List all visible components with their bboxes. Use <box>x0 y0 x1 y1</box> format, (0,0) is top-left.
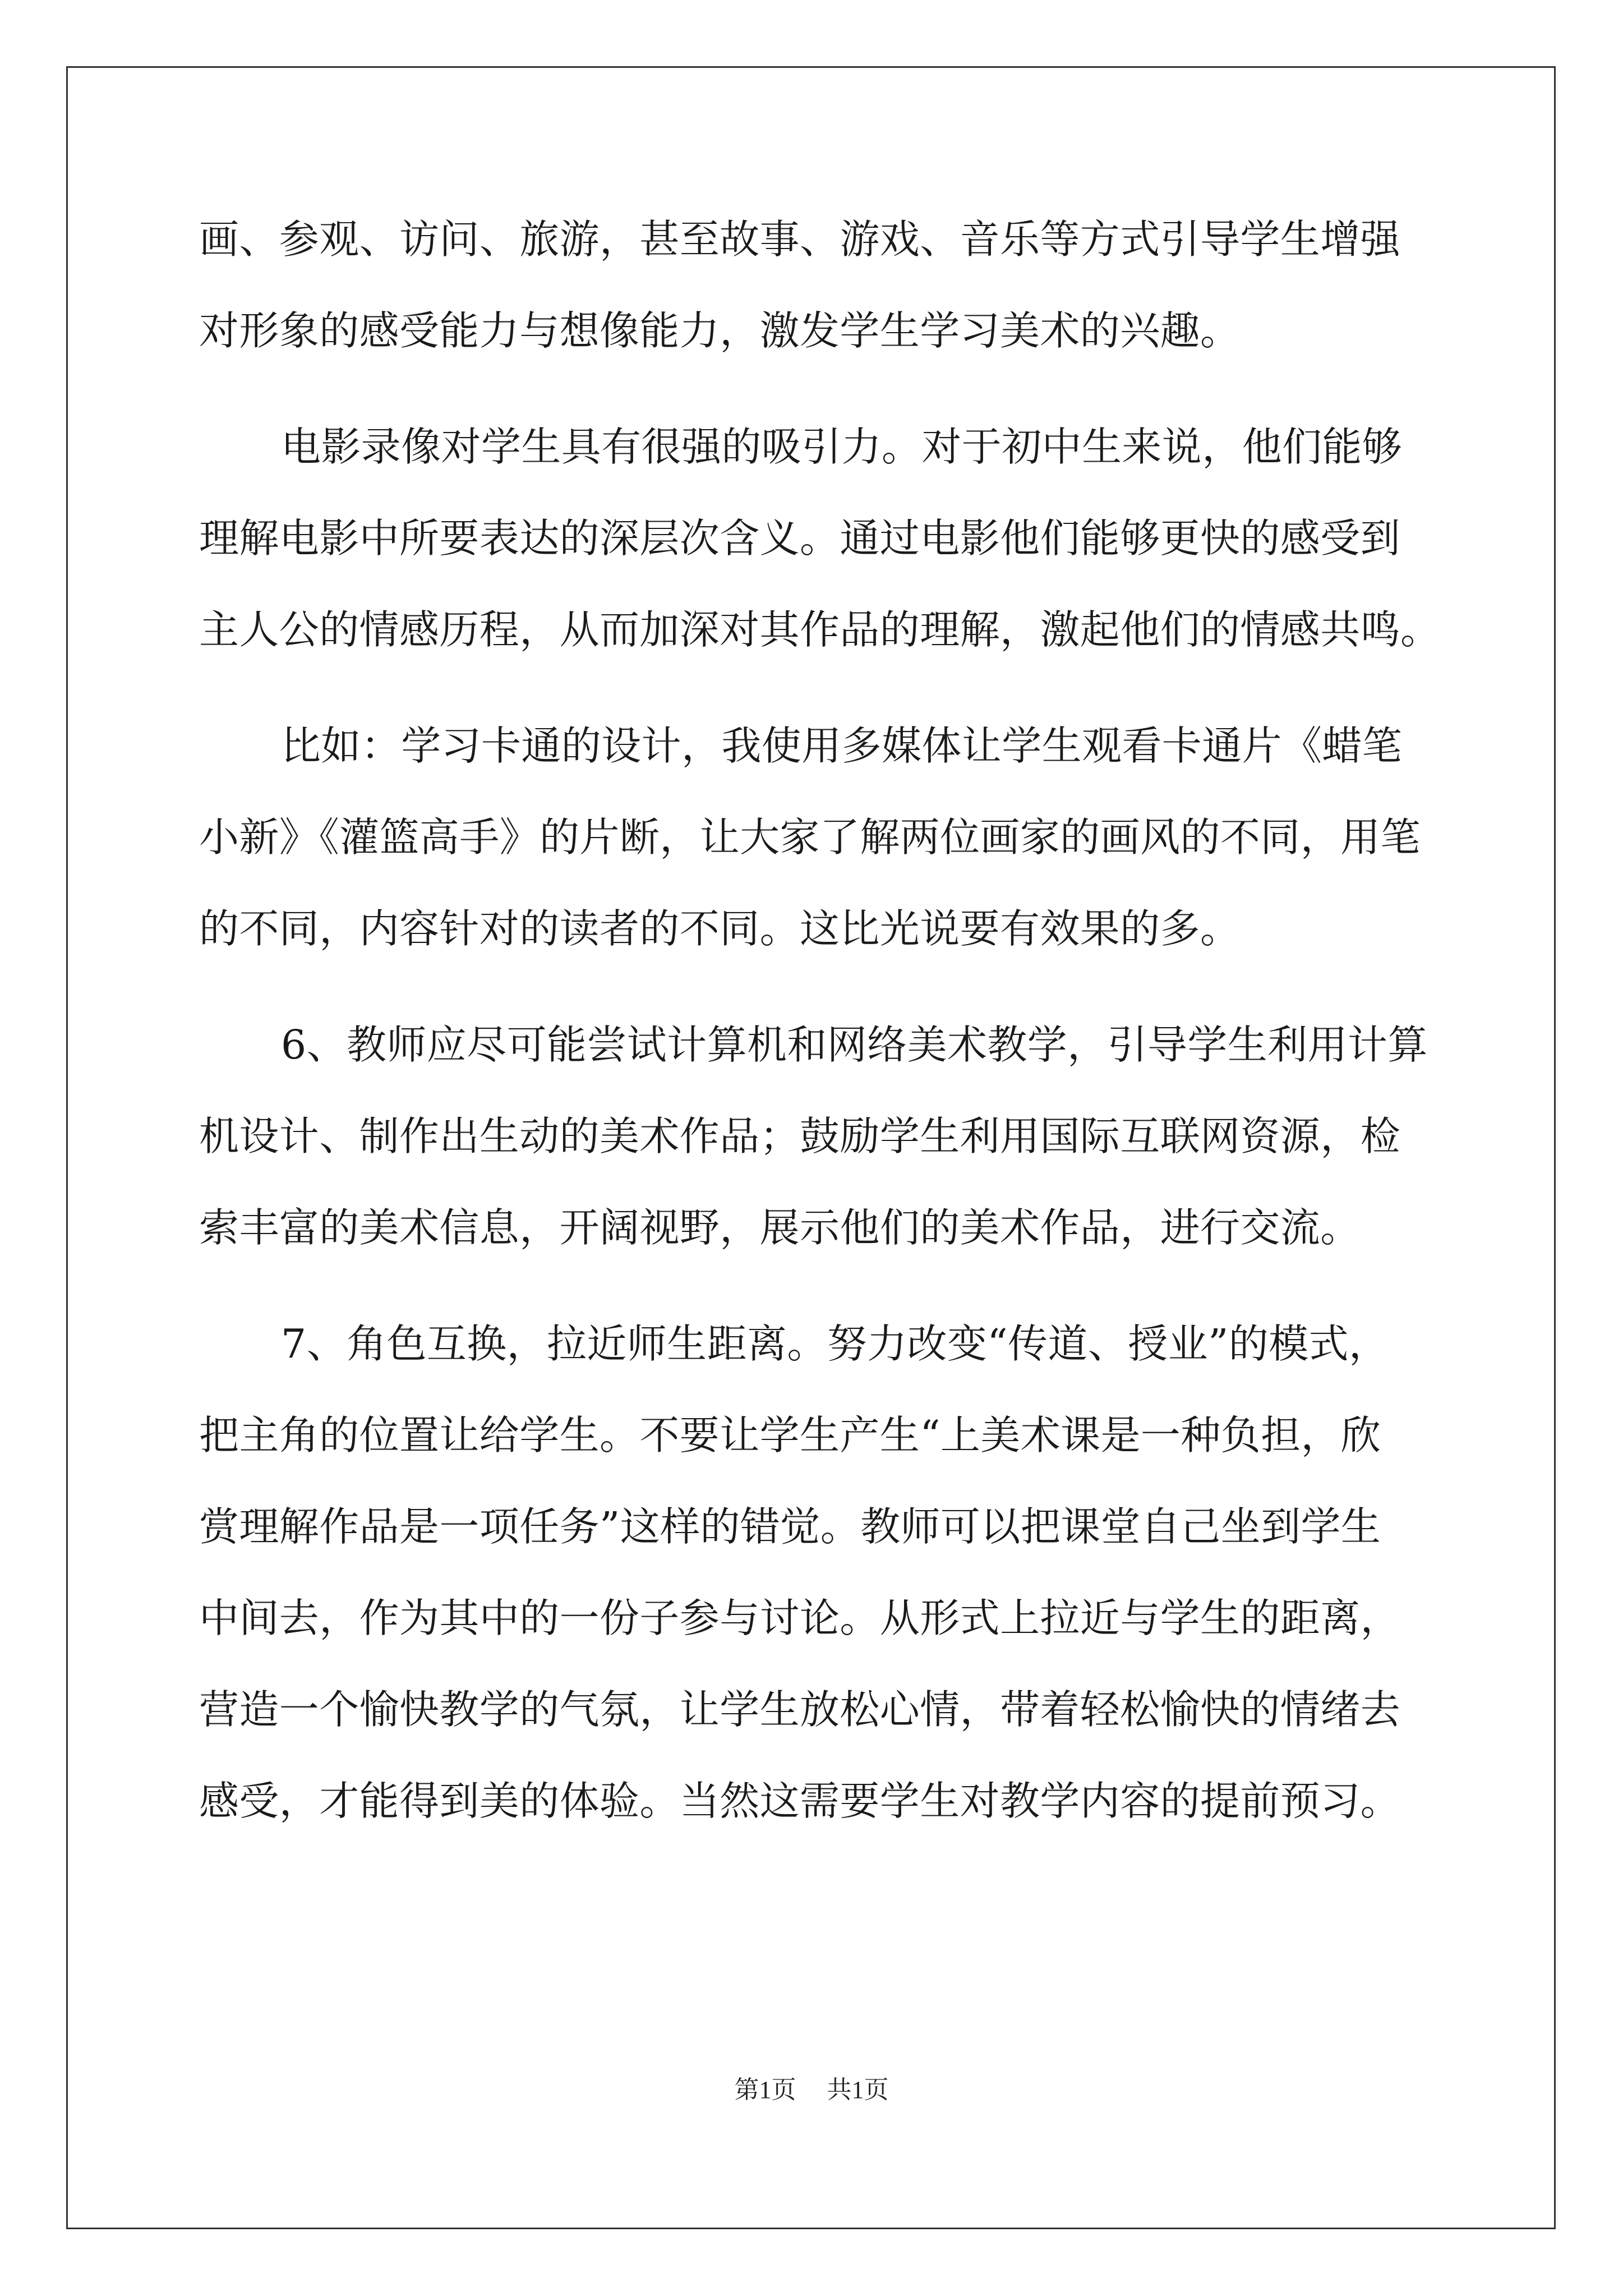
text-line: 主人公的情感历程，从而加深对其作品的理解，激起他们的情感共鸣。 <box>199 606 1441 653</box>
document-body <box>199 194 1441 1847</box>
page-total: 共1页 <box>827 2076 889 2104</box>
text-line: 感受，才能得到美的体验。当然这需要学生对教学内容的提前预习。 <box>199 1778 1401 1824</box>
text-line: 索丰富的美术信息，开阔视野，展示他们的美术作品，进行交流。 <box>199 1204 1361 1251</box>
text-line: 把主角的位置让给学生。不要让学生产生“上美术课是一种负担，欣 <box>199 1412 1381 1458</box>
text-line: 6、教师应尽可能尝试计算机和网络美术教学，引导学生利用计算 <box>281 1022 1428 1068</box>
text-line: 赏理解作品是一项任务”这样的错觉。教师可以把课堂自己坐到学生 <box>199 1503 1381 1550</box>
text-line: 营造一个愉快教学的气氛，让学生放松心情，带着轻松愉快的情绪去 <box>199 1686 1401 1733</box>
text-line: 小新》《灌篮高手》的片断，让大家了解两位画家的画风的不同，用笔 <box>199 814 1421 861</box>
text-line: 电影录像对学生具有很强的吸引力。对于初中生来说，他们能够 <box>281 424 1403 470</box>
page-footer <box>0 2074 1623 2106</box>
text-line: 中间去，作为其中的一份子参与讨论。从形式上拉近与学生的距离， <box>199 1595 1401 1641</box>
text-line: 7、角色互换，拉近师生距离。努力改变“传道、授业”的模式， <box>281 1320 1389 1367</box>
text-line: 理解电影中所要表达的深层次含义。通过电影他们能够更快的感受到 <box>199 515 1401 562</box>
text-line: 比如：学习卡通的设计，我使用多媒体让学生观看卡通片《蜡笔 <box>281 723 1403 769</box>
text-line: 画、参观、访问、旅游，甚至故事、游戏、音乐等方式引导学生增强 <box>199 216 1401 263</box>
page-number: 第1页 <box>734 2076 796 2104</box>
text-line: 的不同，内容针对的读者的不同。这比光说要有效果的多。 <box>199 905 1241 952</box>
text-line: 对形象的感受能力与想像能力，激发学生学习美术的兴趣。 <box>199 307 1241 354</box>
text-line: 机设计、制作出生动的美术作品；鼓励学生利用国际互联网资源，检 <box>199 1113 1401 1159</box>
